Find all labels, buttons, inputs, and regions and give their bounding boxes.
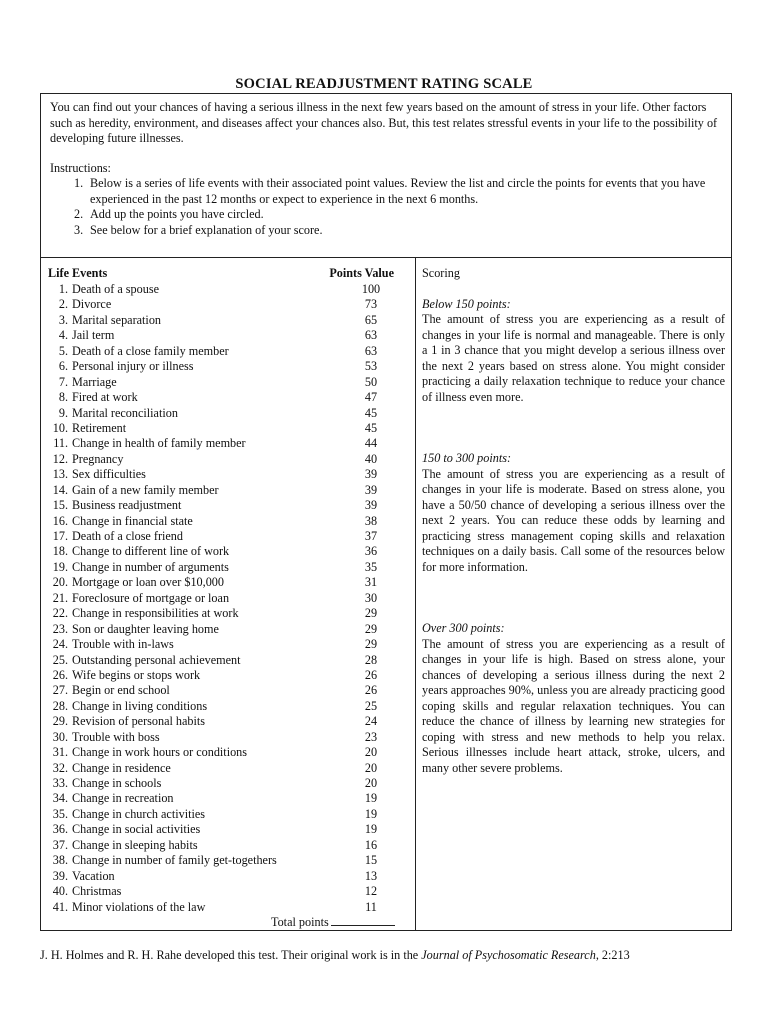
life-event-number: 29. [52, 714, 68, 729]
life-event-points[interactable]: 45 [364, 405, 378, 420]
life-event-number: 14. [52, 482, 68, 497]
life-event-points[interactable]: 29 [364, 621, 378, 636]
life-event-label: Death of a close friend [72, 529, 183, 543]
life-event-row [48, 745, 394, 760]
life-event-number: 16. [52, 513, 68, 528]
life-event-row [48, 467, 394, 482]
life-event-points[interactable]: 73 [364, 297, 378, 312]
scoring-label-low: Below 150 points: [422, 296, 511, 311]
life-event-number: 10. [52, 420, 68, 435]
life-event-label: Trouble with boss [72, 729, 160, 744]
life-event-points[interactable]: 39 [364, 498, 378, 513]
life-event-points[interactable]: 36 [364, 544, 378, 559]
total-points-label: Total points [271, 915, 329, 929]
life-event-points[interactable]: 44 [364, 436, 378, 451]
life-event-points[interactable]: 35 [364, 559, 378, 574]
life-event-row [48, 730, 394, 745]
life-event-number: 37. [52, 837, 68, 852]
life-event-number: 8. [58, 390, 68, 405]
life-event-label: Marital reconciliation [72, 405, 178, 420]
life-event-row [48, 791, 394, 806]
life-event-row [48, 853, 394, 868]
life-event-row [48, 313, 394, 328]
life-event-label: Fired at work [72, 390, 138, 405]
life-event-number: 5. [58, 343, 68, 358]
instruction-text: Add up the points you have circled. [90, 207, 264, 221]
life-event-points[interactable]: 65 [364, 312, 378, 327]
life-event-number: 25. [52, 652, 68, 667]
instruction-number: 3. [74, 222, 84, 237]
life-events-heading: Life Events [48, 266, 108, 280]
life-event-label: Change in residence [72, 760, 171, 775]
rating-scale-frame [40, 93, 732, 931]
life-event-points[interactable]: 24 [364, 714, 378, 729]
life-event-row [48, 359, 394, 374]
life-event-number: 2. [58, 297, 68, 312]
life-event-points[interactable]: 19 [364, 806, 378, 821]
life-event-row [48, 653, 394, 668]
life-event-number: 30. [52, 729, 68, 744]
life-event-number: 27. [52, 683, 68, 698]
life-event-row [48, 807, 394, 822]
total-points-blank[interactable] [331, 915, 395, 926]
life-event-row [48, 714, 394, 729]
life-event-row [48, 375, 394, 390]
life-event-row [48, 344, 394, 359]
life-event-row [48, 869, 394, 884]
life-event-label: Jail term [72, 328, 115, 343]
scoring-text-moderate: The amount of stress you are experiencing as a result of changes in your life is moderate. Based on stress alone, you have a 50/50 chance of developing a serious illness over the next 2 years. You can reduce these odds by learning and practicing stress management coping skills and relaxation techniques on a daily basis. Call some of the resources below for more information. [422, 466, 725, 574]
life-event-number: 40. [52, 884, 68, 899]
life-event-label: Personal injury or illness [72, 359, 194, 374]
life-event-label: Pregnancy [72, 451, 124, 466]
life-event-label: Change to different line of work [72, 544, 230, 559]
points-value-heading: Points Value [329, 266, 394, 280]
life-event-row [48, 591, 394, 606]
life-event-number: 26. [52, 667, 68, 682]
life-event-label: Death of a spouse [72, 282, 159, 296]
life-event-row [48, 406, 394, 421]
life-event-number: 6. [58, 359, 68, 374]
life-event-label: Trouble with in-laws [72, 637, 174, 652]
life-event-points[interactable]: 26 [364, 667, 378, 682]
life-event-points[interactable]: 19 [364, 822, 378, 837]
life-event-row [48, 822, 394, 837]
life-event-label: Change in schools [72, 776, 162, 790]
life-event-row [48, 884, 394, 899]
life-event-number: 33. [52, 776, 68, 790]
life-event-points[interactable]: 45 [364, 420, 378, 435]
life-event-row [48, 297, 394, 312]
life-event-number: 32. [52, 760, 68, 775]
life-event-label: Change in recreation [72, 791, 174, 806]
life-event-points[interactable]: 40 [364, 451, 378, 466]
life-event-row [48, 328, 394, 343]
life-event-points[interactable]: 19 [364, 791, 378, 806]
life-event-label: Mortgage or loan over $10,000 [72, 575, 224, 590]
instruction-item [74, 176, 723, 207]
life-event-row [48, 606, 394, 621]
life-event-points[interactable]: 26 [364, 683, 378, 698]
life-events-header [48, 266, 394, 282]
life-event-row [48, 761, 394, 776]
life-event-row [48, 668, 394, 683]
life-event-label: Vacation [72, 868, 115, 883]
life-event-points[interactable]: 25 [364, 698, 378, 713]
life-event-number: 22. [52, 606, 68, 621]
life-event-number: 17. [52, 529, 68, 543]
life-event-points[interactable]: 50 [364, 374, 378, 389]
life-event-number: 15. [52, 498, 68, 513]
life-event-number: 12. [52, 451, 68, 466]
life-event-points[interactable]: 37 [364, 529, 378, 543]
life-event-label: Wife begins or stops work [72, 667, 201, 682]
instructions-heading: Instructions: [50, 160, 111, 175]
life-event-number: 24. [52, 637, 68, 652]
life-event-label: Gain of a new family member [72, 482, 219, 497]
life-event-row [48, 514, 394, 529]
life-event-points[interactable]: 39 [364, 467, 378, 482]
life-event-label: Change in financial state [72, 513, 193, 528]
page-title: SOCIAL READJUSTMENT RATING SCALE [235, 76, 533, 92]
life-event-label: Change in living conditions [72, 698, 208, 713]
life-event-row [48, 900, 394, 915]
intro-paragraph: You can find out your chances of having a serious illness in the next few years based on the amount of stress in your life. Other factors such as heredity, environment, and diseases affect your chances also. But, this test relates stressful events in your life to the possibility of developing future illnesses. [50, 100, 718, 145]
life-event-number: 23. [52, 621, 68, 636]
life-event-row [48, 452, 394, 467]
life-event-label: Christmas [72, 884, 122, 899]
scoring-label-high: Over 300 points: [422, 621, 505, 635]
life-event-number: 36. [52, 822, 68, 837]
life-event-points[interactable]: 63 [364, 343, 378, 358]
life-event-row [48, 560, 394, 575]
life-event-number: 34. [52, 791, 68, 806]
life-event-label: Sex difficulties [72, 467, 146, 482]
life-event-points[interactable]: 23 [364, 729, 378, 744]
life-event-points[interactable]: 20 [364, 776, 378, 790]
life-event-points[interactable]: 100 [361, 282, 381, 296]
scoring-text-high: The amount of stress you are experiencing as a result of changes in your life is high. Based on stress alone, your chances of developing a serious illness during the next 2 years approaches 90%, unless you are already practicing good coping skills and regular relaxation techniques. You can reduce the chance of illness by learning new strategies for coping with stress and new methods to help you relax. Serious illnesses include heart attack, stroke, ulcers, and many other severe problems. [422, 636, 725, 775]
life-event-points[interactable]: 31 [364, 575, 378, 590]
life-event-points[interactable]: 53 [364, 359, 378, 374]
life-event-points[interactable]: 38 [364, 513, 378, 528]
life-event-number: 1. [58, 282, 68, 296]
life-event-points[interactable]: 12 [364, 884, 378, 899]
life-event-row [48, 683, 394, 698]
life-event-label: Change in social activities [72, 822, 201, 837]
life-event-number: 35. [52, 806, 68, 821]
life-event-number: 3. [58, 312, 68, 327]
life-event-points[interactable]: 29 [364, 637, 378, 652]
life-event-points[interactable]: 63 [364, 328, 378, 343]
life-event-points[interactable]: 15 [364, 853, 378, 868]
instruction-item [74, 223, 723, 239]
life-event-row [48, 421, 394, 436]
life-event-points[interactable]: 11 [365, 899, 377, 914]
life-event-label: Business readjustment [72, 498, 182, 513]
life-event-number: 21. [52, 590, 68, 605]
life-event-row [48, 622, 394, 637]
life-event-label: Retirement [72, 420, 127, 435]
life-event-number: 41. [52, 899, 68, 914]
scoring-section [417, 258, 731, 930]
scoring-heading: Scoring [422, 266, 460, 280]
life-event-points[interactable]: 39 [364, 482, 378, 497]
life-event-points[interactable]: 30 [364, 590, 378, 605]
total-points-row [271, 915, 395, 930]
life-event-label: Marital separation [72, 312, 162, 327]
scoring-label-moderate: 150 to 300 points: [422, 451, 512, 465]
life-event-number: 20. [52, 575, 68, 590]
citation-journal: Journal of Psychosomatic Research [421, 948, 596, 962]
life-event-row [48, 529, 394, 544]
life-event-label: Revision of personal habits [72, 714, 206, 729]
instruction-text: Below is a series of life events with their associated point values. Review the list and circle the points for events that you have experienced in the past 12 months or expect to experience in the next 6 months. [90, 176, 706, 206]
life-event-label: Change in number of arguments [72, 559, 229, 574]
instruction-text: See below for a brief explanation of your score. [90, 222, 323, 237]
life-event-number: 38. [52, 853, 68, 868]
life-event-number: 13. [52, 467, 68, 482]
life-event-row [48, 282, 394, 297]
life-event-number: 9. [58, 405, 68, 420]
life-event-number: 4. [58, 328, 68, 343]
life-event-number: 7. [58, 374, 68, 389]
life-event-label: Death of a close family member [72, 343, 229, 358]
citation-text: J. H. Holmes and R. H. Rahe developed this test. Their original work is in the [40, 948, 422, 962]
life-event-row [48, 483, 394, 498]
life-event-label: Marriage [72, 374, 117, 389]
life-event-label: Divorce [72, 297, 112, 312]
citation-footer [40, 948, 630, 963]
life-event-number: 19. [52, 559, 68, 574]
life-event-number: 11. [53, 436, 68, 451]
life-event-row [48, 498, 394, 513]
life-event-points[interactable]: 47 [364, 390, 378, 405]
citation-volume: , 2:213 [595, 948, 630, 962]
life-event-label: Foreclosure of mortgage or loan [72, 590, 230, 605]
life-event-points[interactable]: 29 [364, 606, 378, 621]
intro-section [41, 94, 731, 258]
life-event-label: Son or daughter leaving home [72, 621, 219, 636]
life-event-label: Change in responsibilities at work [72, 606, 239, 621]
life-event-row [48, 776, 394, 791]
life-event-number: 31. [52, 745, 68, 760]
life-event-points[interactable]: 20 [364, 760, 378, 775]
life-event-points[interactable]: 28 [364, 652, 378, 667]
life-events-section [41, 258, 416, 930]
life-event-row [48, 436, 394, 451]
life-event-row [48, 838, 394, 853]
life-event-number: 18. [52, 544, 68, 559]
life-events-list [48, 282, 394, 915]
life-event-number: 39. [52, 868, 68, 883]
life-event-row [48, 637, 394, 652]
life-event-label: Change in church activities [72, 806, 206, 821]
life-event-points[interactable]: 13 [364, 868, 378, 883]
life-event-number: 28. [52, 698, 68, 713]
scoring-text-low: The amount of stress you are experiencing as a result of changes in your life is normal and manageable. There is only a 1 in 3 chance that you might develop a serious illness over the next 2 years based on stress alone. You might consider practicing a daily relaxation technique to reduce your chance of illness even more. [422, 312, 725, 404]
instruction-number: 2. [74, 207, 84, 221]
life-event-label: Begin or end school [72, 683, 170, 698]
life-event-row [48, 544, 394, 559]
life-event-label: Change in health of family member [72, 436, 246, 451]
instruction-item [74, 207, 723, 223]
life-event-label: Change in number of family get-togethers [72, 853, 277, 868]
instructions-list [50, 176, 723, 238]
instruction-number: 1. [74, 176, 84, 190]
life-event-points[interactable]: 20 [364, 745, 378, 760]
life-event-label: Change in sleeping habits [72, 837, 198, 852]
life-event-label: Minor violations of the law [72, 899, 206, 914]
life-event-row [48, 699, 394, 714]
life-event-points[interactable]: 16 [364, 837, 378, 852]
life-event-row [48, 575, 394, 590]
life-event-label: Change in work hours or conditions [72, 745, 248, 760]
life-event-label: Outstanding personal achievement [72, 652, 241, 667]
life-event-row [48, 390, 394, 405]
